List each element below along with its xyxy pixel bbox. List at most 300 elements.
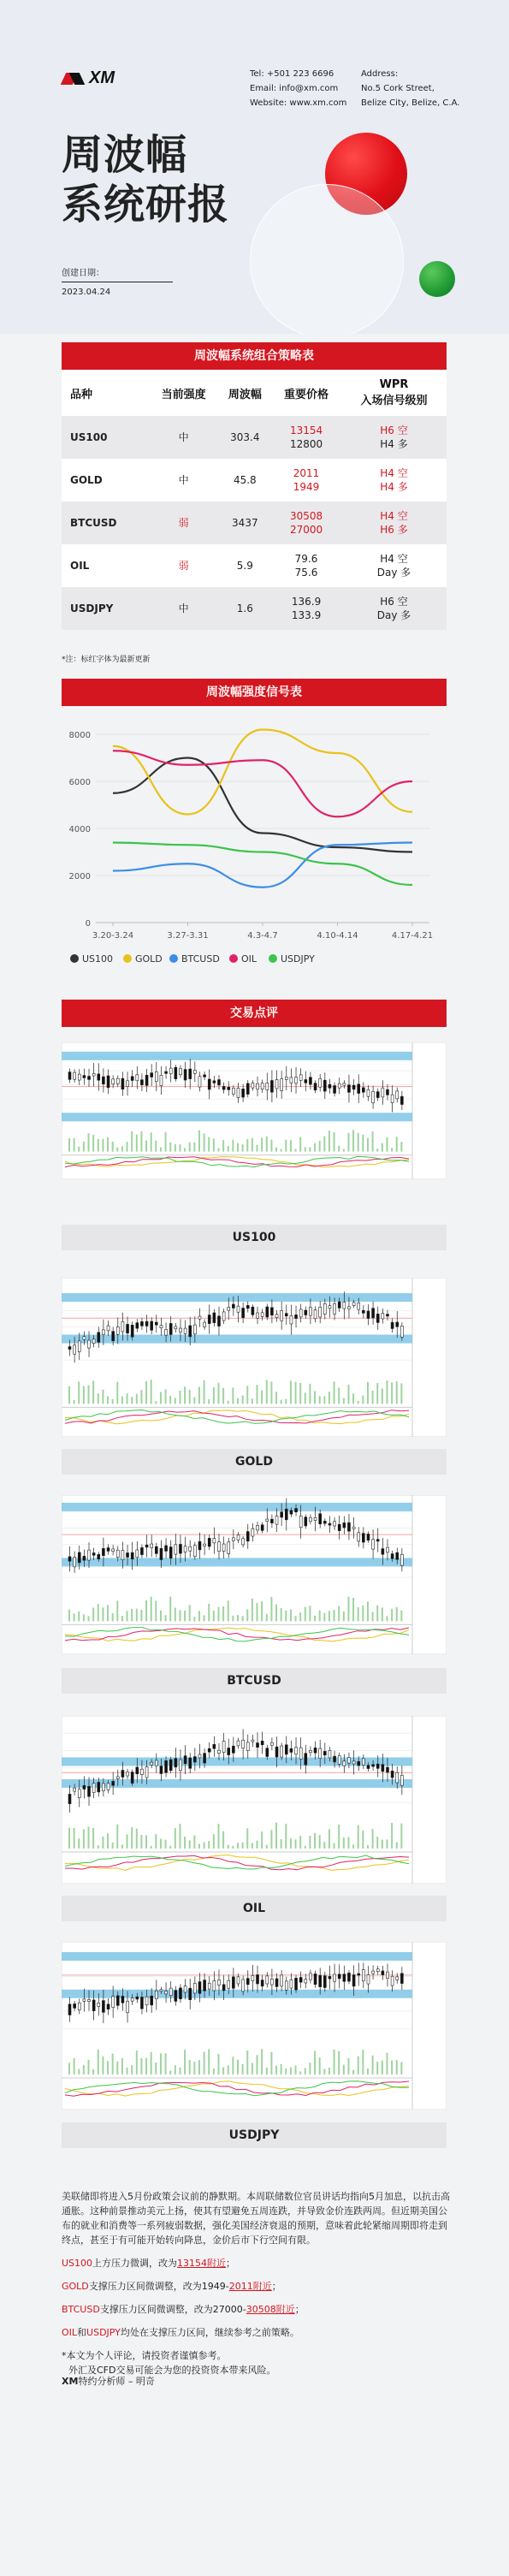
legend-label-oil: OIL (241, 953, 257, 965)
candle-body (83, 1076, 86, 1078)
cell-signal (341, 416, 447, 459)
volume-bar (88, 1386, 90, 1404)
volume-bar (309, 1148, 311, 1152)
candle-body (386, 1547, 388, 1552)
candle-body (281, 1079, 283, 1091)
legend-label-btcusd: BTCUSD (181, 953, 220, 965)
volume-bar (305, 1392, 306, 1404)
volume-bar (160, 1611, 162, 1621)
volume-bar (319, 1141, 321, 1152)
candle-body (107, 2004, 109, 2009)
candle-body (295, 1978, 298, 1990)
volume-bar (83, 1386, 85, 1404)
legend-swatch-usdjpy (269, 954, 277, 963)
candle-body (136, 1997, 139, 1999)
volume-bar (367, 1138, 369, 1152)
candle-body (102, 2001, 104, 2013)
candle-body (382, 1314, 384, 1319)
candle-body (140, 1547, 143, 1554)
volume-bar (334, 1843, 335, 1849)
volume-bar (189, 2060, 191, 2074)
volume-bar (334, 1610, 335, 1621)
candle-body (328, 1306, 331, 1309)
candle-body (299, 1748, 302, 1759)
candle-body (193, 1325, 196, 1334)
volume-bar (285, 1611, 287, 1622)
cell-price (271, 502, 341, 544)
candle-body (184, 1546, 186, 1552)
volume-bar (175, 2065, 176, 2074)
volume-bar (396, 2060, 398, 2074)
volume-bar (343, 1149, 345, 1152)
volume-bar (131, 1397, 133, 1404)
volume-bar (102, 1837, 104, 1849)
volume-bar (222, 2068, 224, 2074)
logo-text: XM (89, 68, 115, 87)
signature-brand: XM (62, 2376, 79, 2387)
candle-body (396, 1552, 399, 1559)
volume-bar (228, 1146, 229, 1152)
volume-bar (343, 2065, 345, 2074)
review-label-gold: GOLD (62, 1449, 447, 1475)
candle-body (242, 1089, 245, 1097)
candle-body (237, 1741, 240, 1746)
candle-body (367, 1766, 370, 1769)
candle-body (198, 1754, 201, 1758)
volume-bar (261, 1601, 263, 1621)
candle-body (323, 1521, 326, 1523)
candle-body (145, 1545, 148, 1547)
volume-bar (314, 1391, 316, 1404)
candle-body (347, 1307, 350, 1309)
volume-bar (290, 1140, 292, 1151)
legend-label-usdjpy: USDJPY (281, 953, 315, 965)
volume-bar (116, 1600, 118, 1621)
candle-body (175, 1327, 177, 1329)
candle-body (145, 1321, 148, 1326)
volume-bar (175, 1398, 176, 1404)
volume-bar (228, 1401, 229, 1404)
volume-bar (338, 2051, 340, 2074)
candle-body (290, 1979, 293, 1988)
title-line2: 系统研报 (62, 181, 230, 229)
volume-bar (362, 1135, 364, 1152)
candle-body (305, 1310, 307, 1315)
volume-bar (237, 1615, 239, 1621)
candle-body (213, 1313, 216, 1323)
candle-body (382, 1549, 384, 1555)
candle-body (175, 1067, 177, 1078)
gold-kline-chart (62, 1278, 447, 1437)
volume-bar (257, 1841, 258, 1849)
volume-bar (217, 1607, 219, 1622)
candle-body (98, 1782, 100, 1791)
candle-body (400, 1775, 403, 1785)
cell-symbol (62, 416, 149, 459)
candle-body (305, 1754, 307, 1766)
volume-bar (179, 1610, 181, 1621)
volume-bar (213, 1138, 215, 1151)
volume-bar (213, 1387, 215, 1404)
y-tick-label: 8000 (68, 731, 91, 740)
volume-bar (323, 1842, 325, 1849)
candle-body (372, 1309, 375, 1318)
volume-bar (98, 1845, 99, 1849)
signal-long: Day 多 (376, 609, 411, 621)
candle-body (309, 1974, 311, 1979)
volume-bar (266, 1614, 268, 1621)
volume-bar (257, 1603, 258, 1621)
header (0, 0, 509, 334)
level-gold: 2011附近 (228, 2281, 272, 2292)
support-resistance-band (62, 1558, 412, 1566)
candle-body (246, 1083, 249, 1095)
candle-body (184, 1986, 186, 1992)
volume-bar (151, 1597, 152, 1622)
candle-body (131, 1998, 133, 2001)
xm-logo (62, 68, 115, 88)
volume-bar (155, 1834, 157, 1849)
volume-bar (252, 1138, 253, 1152)
cell-strength: 弱 (149, 502, 219, 544)
candle-body (175, 1759, 177, 1767)
volume-bar (116, 1382, 118, 1404)
candle-body (213, 1539, 216, 1543)
candle-body (343, 1974, 346, 1982)
candle-body (145, 1075, 148, 1085)
volume-bar (213, 2069, 215, 2074)
candle-body (74, 1072, 76, 1079)
end-gold: ； (271, 2281, 281, 2292)
volume-bar (98, 1604, 99, 1621)
volume-bar (305, 1147, 306, 1151)
volume-bar (343, 1611, 345, 1622)
table-row (62, 502, 447, 544)
volume-bar (184, 2050, 186, 2074)
cell-signal (341, 502, 447, 544)
volume-bar (352, 1393, 354, 1404)
commentary (62, 2189, 451, 2377)
volume-bar (237, 2060, 239, 2074)
x-tick-label: 3.20-3.24 (92, 931, 134, 941)
candle-body (116, 1550, 119, 1557)
candle-body (367, 1311, 370, 1319)
volume-bar (396, 1137, 398, 1151)
volume-bar (362, 1831, 364, 1849)
candle-body (252, 1740, 254, 1742)
line-chart-svg (62, 717, 447, 982)
volume-bar (151, 1846, 152, 1849)
volume-bar (295, 1382, 297, 1404)
cell-signal (341, 587, 447, 630)
volume-bar (155, 2063, 157, 2074)
candle-body (189, 1988, 192, 2000)
volume-bar (386, 1840, 388, 1849)
volume-bar (169, 1846, 171, 1849)
created-label: 创建日期： (62, 269, 104, 278)
candle-body (237, 1977, 240, 1984)
candle-body (98, 1333, 100, 1343)
volume-bar (204, 2051, 205, 2074)
volume-bar (136, 1609, 138, 1622)
candle-body (285, 1981, 287, 1990)
candle-body (367, 1534, 370, 1540)
candle-body (295, 1315, 298, 1318)
candle-body (328, 1523, 331, 1525)
candle-body (319, 1078, 322, 1087)
volume-bar (184, 1386, 186, 1404)
volume-bar (270, 1381, 272, 1404)
candle-body (290, 1315, 293, 1324)
candle-body (391, 1095, 394, 1102)
volume-bar (261, 1391, 263, 1404)
candle-body (275, 1080, 278, 1089)
candle-body (179, 1760, 181, 1770)
candle-body (362, 1310, 364, 1313)
volume-bar (83, 1142, 85, 1152)
volume-bar (78, 2069, 80, 2074)
candle-body (334, 1086, 336, 1094)
candle-body (376, 1969, 379, 1972)
price-high: 2011 (293, 467, 320, 479)
volume-bar (343, 1398, 345, 1404)
volume-bar (242, 2064, 244, 2074)
candle-body (189, 1546, 192, 1551)
volume-bar (198, 2060, 200, 2074)
candle-body (217, 1980, 220, 1985)
txt-btcusd: 支撑压力区间微调整，改为27000- (99, 2304, 246, 2315)
candle-body (151, 1544, 153, 1547)
volume-bar (88, 1133, 90, 1152)
volume-bar (217, 2054, 219, 2074)
volume-bar (116, 1825, 118, 1849)
support-resistance-band (62, 1503, 412, 1511)
legend-swatch-us100 (70, 954, 79, 963)
candle-body (246, 1979, 249, 1985)
candle-body (98, 1074, 100, 1080)
volume-bar (242, 1616, 244, 1621)
volume-bar (347, 1837, 349, 1849)
candle-body (352, 1975, 355, 1986)
kw-us100: US100 (62, 2258, 93, 2269)
candle-body (281, 1975, 283, 1986)
price-low: 75.6 (294, 567, 318, 579)
candle-body (246, 1742, 249, 1751)
volume-bar (376, 1383, 378, 1404)
candle-body (285, 1314, 287, 1316)
cell-price (271, 587, 341, 630)
volume-bar (295, 1149, 297, 1152)
volume-bar (74, 2058, 75, 2074)
candle-body (169, 1988, 172, 1996)
volume-bar (261, 2049, 263, 2074)
candle-body (160, 1766, 163, 1774)
col-range: 周波幅 (219, 370, 271, 416)
candle-body (121, 1996, 124, 2003)
candle-body (92, 1784, 95, 1793)
signal-long: H6 多 (380, 524, 408, 536)
volume-bar (338, 1606, 340, 1622)
candle-body (136, 1075, 139, 1081)
candle-body (323, 1976, 326, 1988)
candle-body (305, 1979, 307, 1983)
candle-body (338, 1755, 340, 1764)
volume-bar (358, 1133, 359, 1152)
candle-body (217, 1750, 220, 1753)
candle-body (358, 1084, 360, 1094)
candle-body (179, 1068, 181, 1074)
volume-bar (136, 1829, 138, 1849)
candle-body (309, 1077, 311, 1084)
volume-bar (242, 1843, 244, 1849)
strategy-table (62, 370, 447, 630)
volume-bar (78, 1838, 80, 1849)
candle-body (295, 1077, 298, 1083)
volume-bar (323, 1137, 325, 1152)
volume-bar (391, 1823, 393, 1849)
candle-body (127, 1772, 129, 1776)
volume-bar (107, 1397, 109, 1404)
volume-bar (285, 1140, 287, 1152)
volume-bar (323, 1613, 325, 1622)
volume-bar (136, 1135, 138, 1152)
candle-body (74, 2003, 76, 2008)
volume-bar (305, 1846, 306, 1849)
candle-body (299, 1978, 302, 1983)
volume-bar (257, 2055, 258, 2074)
candle-body (88, 1999, 91, 2001)
volume-bar (367, 1845, 369, 1849)
candle-body (127, 1081, 129, 1087)
address-line1: No.5 Cork Street, (361, 84, 435, 93)
volume-bar (121, 1397, 123, 1404)
symbol-text: GOLD (70, 474, 103, 486)
candle-body (299, 1309, 302, 1317)
candle-body (222, 1741, 225, 1752)
volume-bar (222, 1140, 224, 1151)
decor-glass-sphere (250, 184, 404, 334)
volume-bar (372, 1829, 374, 1849)
volume-bar (189, 1390, 191, 1404)
kw-btcusd: BTCUSD (62, 2304, 100, 2315)
volume-bar (252, 1599, 253, 1622)
end-btcusd: ； (294, 2304, 305, 2315)
volume-bar (145, 2058, 147, 2074)
candle-body (266, 1083, 269, 1089)
page-title (62, 130, 229, 229)
candle-body (295, 1509, 298, 1512)
volume-bar (116, 2062, 118, 2074)
volume-bar (131, 1609, 133, 1621)
candle-body (208, 1983, 210, 1989)
candle-body (266, 1519, 269, 1521)
volume-bar (358, 1825, 359, 1849)
candle-body (362, 1088, 364, 1092)
y-tick-label: 6000 (68, 778, 91, 787)
candle-body (309, 1750, 311, 1752)
candle-body (204, 1754, 206, 1763)
candle-body (204, 1980, 206, 1991)
candle-body (127, 2001, 129, 2013)
candle-body (83, 1785, 86, 1789)
volume-bar (400, 1383, 402, 1404)
col-price: 重要价格 (271, 370, 341, 416)
x-tick-label: 4.3-4.7 (247, 931, 278, 941)
volume-bar (347, 1133, 349, 1152)
candle-body (257, 1974, 259, 1984)
volume-bar (208, 1137, 210, 1152)
candle-body (169, 1760, 172, 1771)
volume-bar (343, 1837, 345, 1849)
cell-strength: 中 (149, 587, 219, 630)
volume-bar (121, 1844, 123, 1849)
address-info (361, 67, 459, 110)
volume-bar (204, 1133, 205, 1151)
candle-body (102, 1330, 104, 1335)
candle-body (151, 1762, 153, 1765)
candle-body (107, 1784, 109, 1790)
candle-body (386, 1972, 388, 1979)
cell-symbol (62, 544, 149, 587)
volume-bar (386, 1616, 388, 1621)
volume-bar (145, 1141, 147, 1152)
signal-short: H4 空 (380, 467, 408, 479)
volume-bar (92, 1381, 94, 1404)
candle-body (391, 1976, 394, 1985)
volume-bar (295, 1616, 297, 1621)
volume-bar (314, 1616, 316, 1621)
usdjpy-kline-chart (62, 1942, 447, 2110)
candle-body (358, 1974, 360, 1975)
candle-body (165, 1991, 168, 1994)
candle-body (151, 1996, 153, 2005)
candle-body (352, 1527, 355, 1528)
candle-body (285, 1077, 287, 1079)
volume-bar (184, 1837, 186, 1849)
candle-body (352, 1303, 355, 1305)
candle-body (68, 1346, 71, 1349)
volume-bar (281, 1149, 282, 1152)
candle-body (400, 1096, 403, 1104)
candle-body (92, 2000, 95, 2011)
candle-body (334, 1303, 336, 1314)
candle-body (338, 1974, 340, 1979)
volume-bar (217, 1383, 219, 1404)
volume-bar (386, 1137, 388, 1152)
volume-bar (204, 1380, 205, 1404)
volume-bar (208, 1604, 210, 1621)
volume-bar (175, 1144, 176, 1152)
candle-body (372, 1540, 375, 1549)
col-wpr (341, 370, 447, 416)
volume-bar (112, 1843, 114, 1849)
candle-body (386, 1089, 388, 1095)
volume-bar (107, 2061, 109, 2074)
volume-bar (107, 1605, 109, 1621)
volume-bar (362, 1396, 364, 1404)
price-high: 13154 (289, 424, 323, 436)
candle-body (127, 1552, 129, 1557)
volume-bar (309, 2063, 311, 2074)
candle-body (270, 1081, 273, 1093)
signal-short: H6 空 (380, 596, 408, 608)
candle-body (376, 1764, 379, 1768)
candle-body (208, 1079, 210, 1089)
candle-body (232, 1538, 234, 1540)
volume-bar (92, 1135, 94, 1152)
volume-bar (140, 1131, 142, 1152)
candle-body (127, 1324, 129, 1333)
